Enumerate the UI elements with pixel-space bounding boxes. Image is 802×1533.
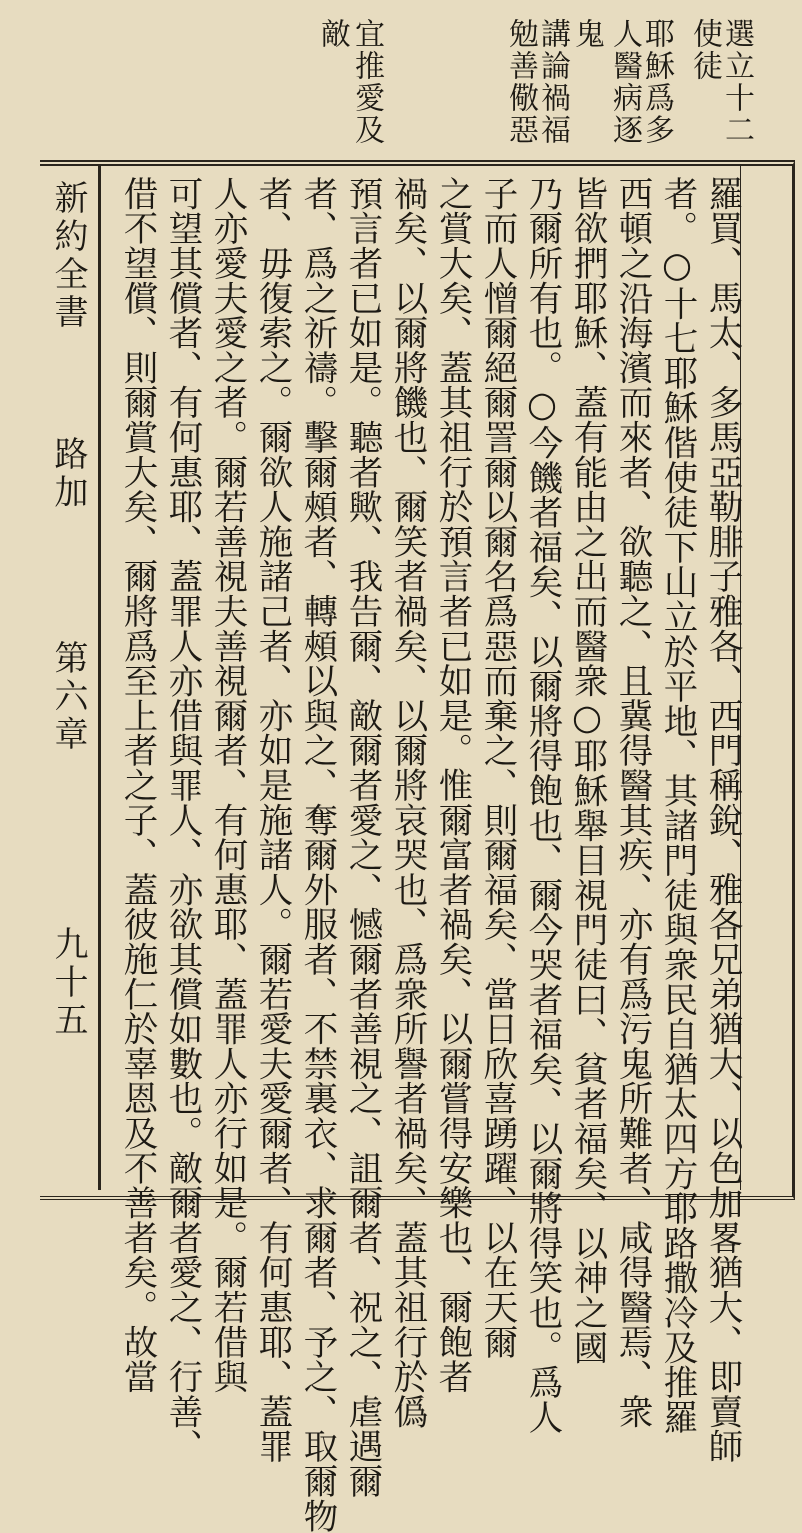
margin-book-title: 新約全書 [48,180,88,332]
margin-gospel-name: 路加 [48,436,88,512]
heading-column: 選立十二 [719,18,754,146]
text-column: 羅買、馬太、多馬亞勒腓子雅各、西門稱銳、雅各兄弟猶大、以色加畧猶大、即賣師 [702,176,742,1464]
text-column: 者。○十七耶穌偕使徒下山立於平地、其諸門徒與衆民自猶太四方耶路撒冷及推羅 [657,176,697,1435]
heading-column: 講論禍福 [535,18,570,146]
heading-column: 宜推愛及 [349,18,384,146]
heading-column: 敵 [315,18,350,50]
text-column: 者、爲之祈禱。擊爾頰者、轉頰以與之、奪爾外服者、不禁裏衣、求爾者、予之、取爾物 [297,176,337,1533]
text-column: 西頓之沿海濱而來者、欲聽之、且冀得醫其疾、亦有爲污鬼所難者、咸得醫焉、衆 [612,176,652,1429]
heading-column: 耶穌爲多 [639,18,674,146]
text-column: 人亦愛夫愛之者。爾若善視夫善視爾者、有何惠耶、蓋罪人亦行如是。爾若借與 [207,176,247,1394]
text-column: 子而人憎爾絕爾詈爾以爾名爲惡而棄之、則爾福矣、當日欣喜踴躍、以在天爾 [477,176,517,1360]
text-column: 預言者已如是。聽者歟、我告爾、敵爾者愛之、憾爾者善視之、詛爾者、祝之、虐遇爾 [342,176,382,1499]
heading-column: 鬼 [569,18,604,50]
margin-divider [98,166,101,1190]
heading-column: 使徒 [687,18,722,82]
margin-chapter: 第六章 [48,640,88,754]
chapter-summary-headings [300,18,770,158]
text-column: 可望其償者、有何惠耶、蓋罪人亦借與罪人、亦欲其償如數也。敵爾者愛之、行善、 [162,176,202,1464]
text-column: 皆欲捫耶穌、蓋有能由之出而醫衆○耶穌舉目視門徒曰、貧者福矣、以神之國 [567,176,607,1365]
heading-column: 人醫病逐 [607,18,642,146]
heading-column: 勉善儆惡 [503,18,538,146]
text-column: 乃爾所有也。○今饑者福矣、以爾將得飽也、爾今哭者福矣、以爾將得笑也。爲人 [522,176,562,1435]
margin-page-number: 九十五 [48,926,88,1040]
text-column: 之賞大矣、蓋其祖行於預言者已如是。惟爾富者禍矣、以爾嘗得安樂也、爾飽者 [432,176,472,1394]
text-column: 借不望償、則爾賞大矣、爾將爲至上者之子、蓋彼施仁於辜恩及不善者矣。故當 [117,176,157,1394]
text-column: 禍矣、以爾將饑也、爾笑者禍矣、以爾將哀哭也、爲衆所譽者禍矣、蓋其祖行於僞 [387,176,427,1429]
text-column: 者、毋復索之。爾欲人施諸己者、亦如是施諸人。爾若愛夫愛爾者、有何惠耶、蓋罪 [252,176,292,1464]
